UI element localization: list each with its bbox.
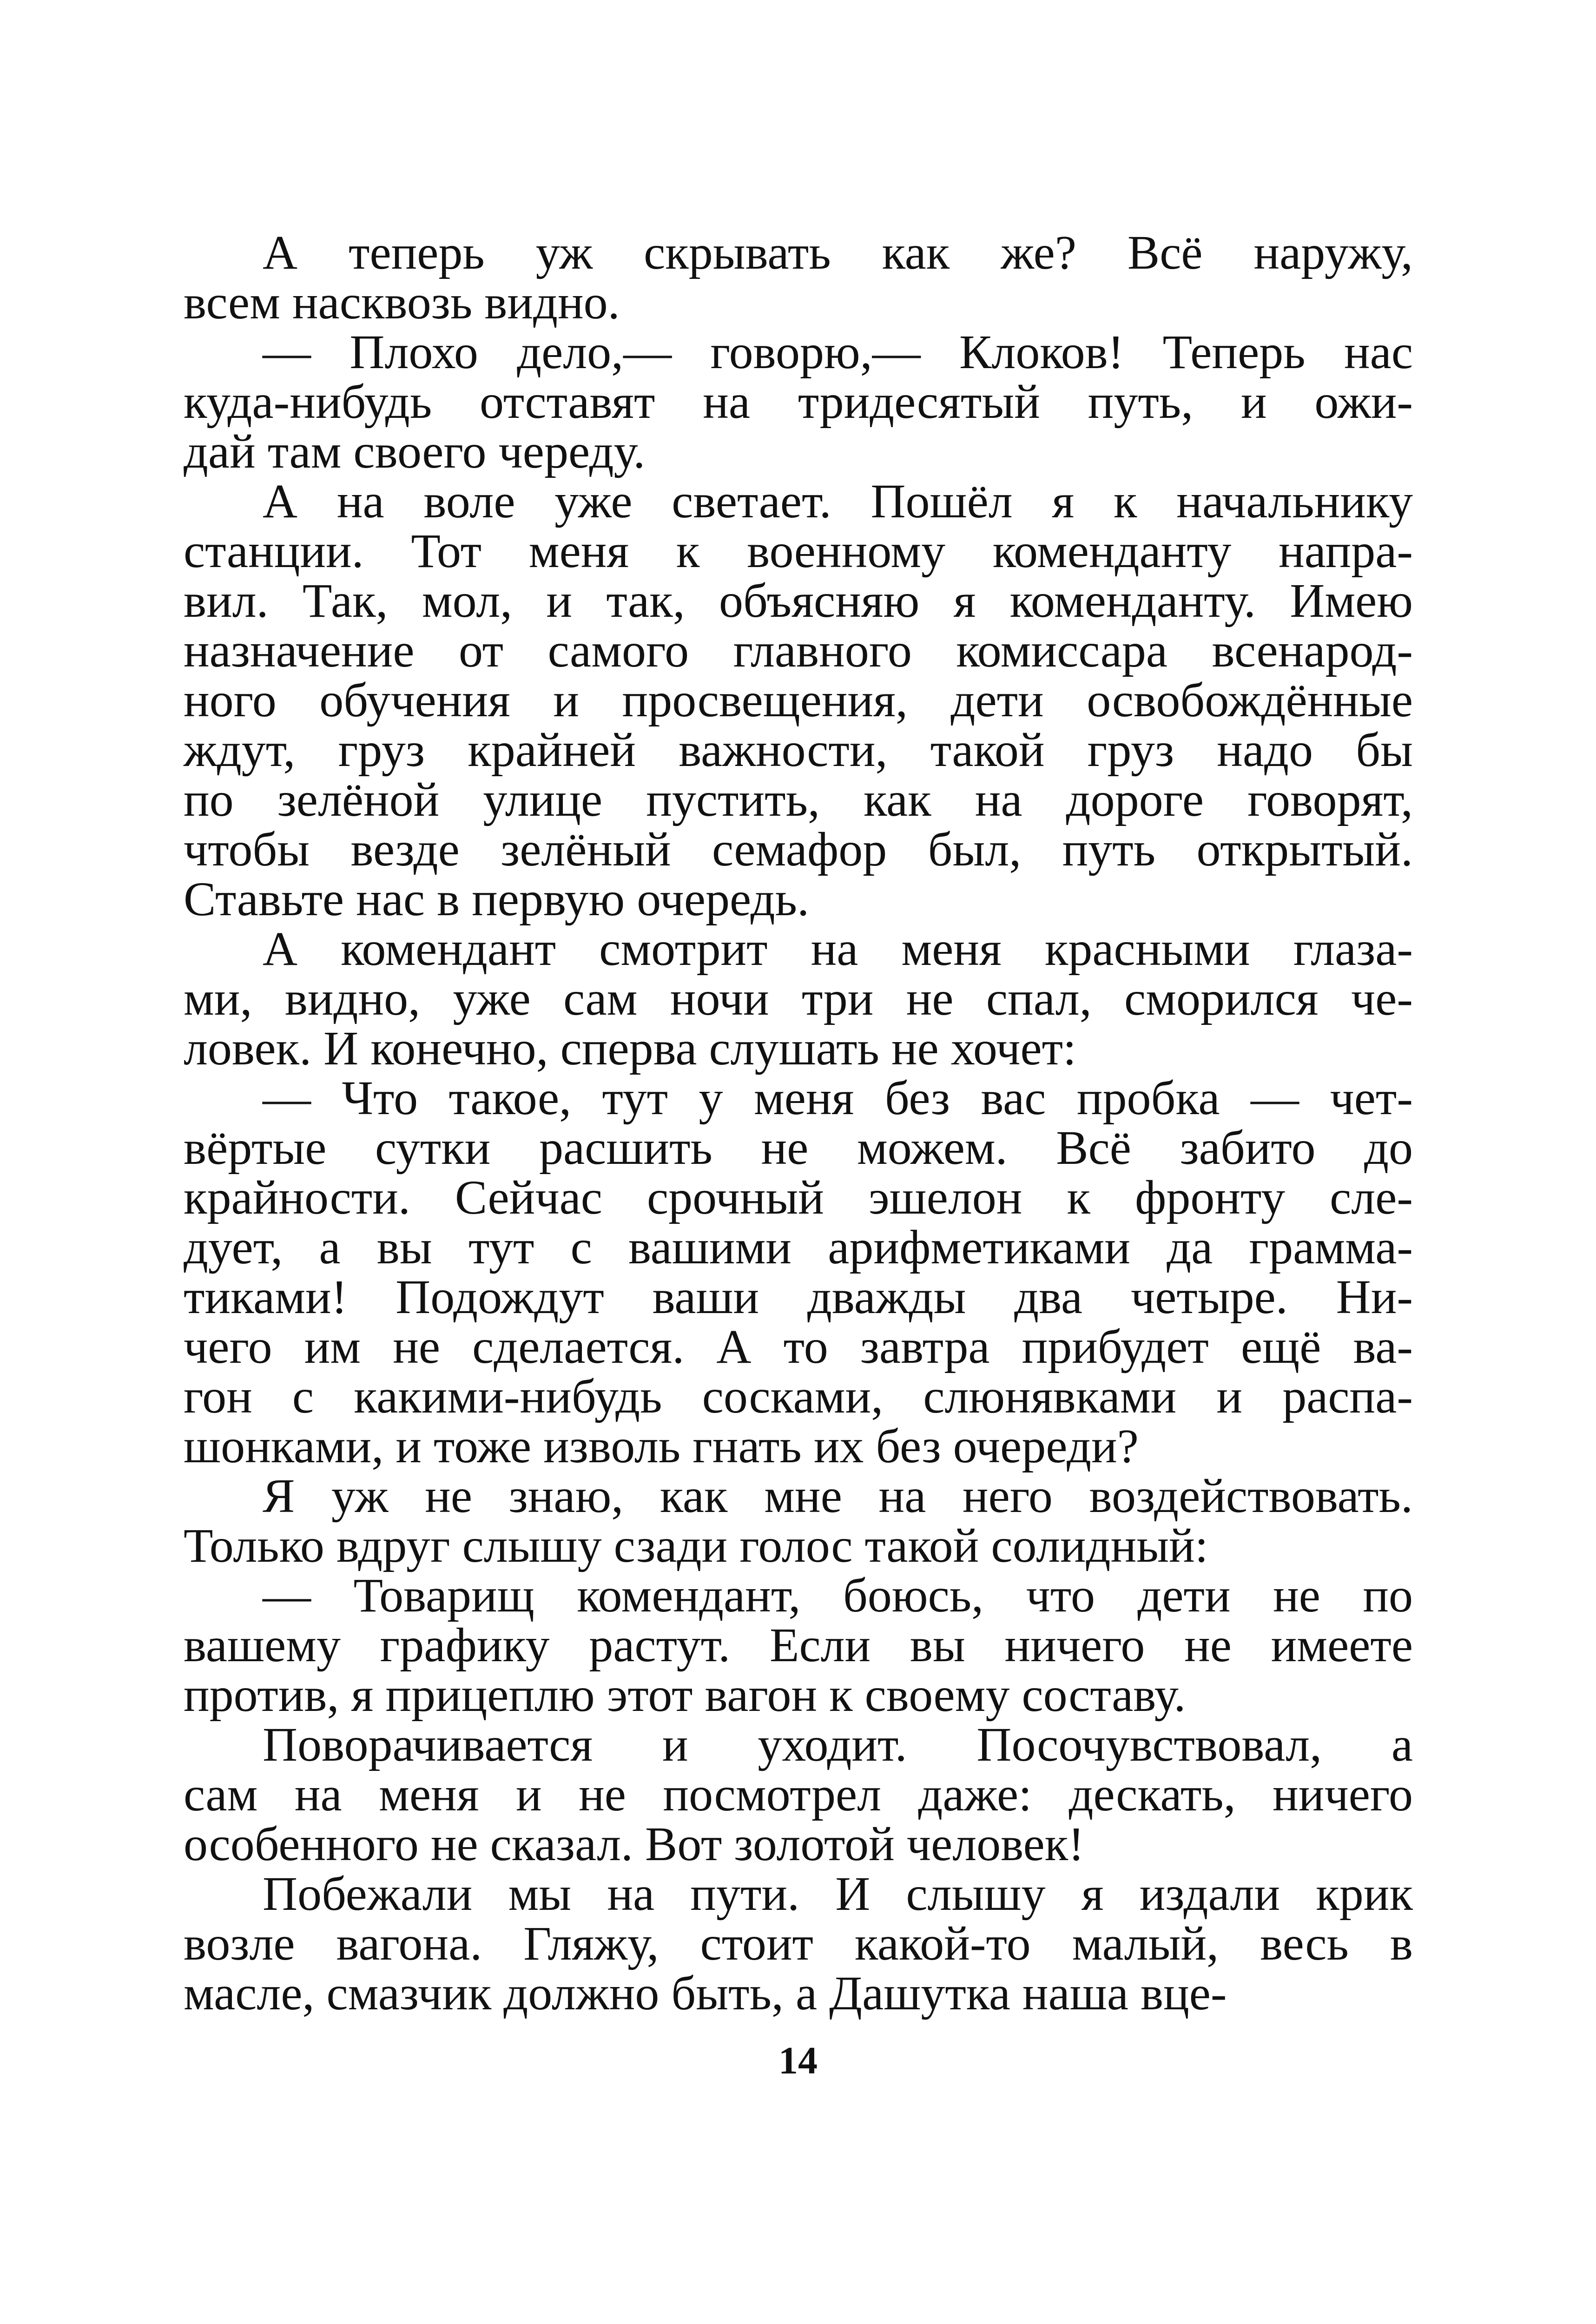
text-line: крайности. Сейчас срочный эшелон к фронту сле- — [184, 1171, 1413, 1224]
text-line: тиками! Подождут ваши дважды два четыре. Ни- — [184, 1270, 1413, 1324]
text-line: ловек. И конечно, сперва слушать не хочет: — [184, 1022, 1076, 1075]
paragraph — [184, 924, 1413, 1073]
body-text — [184, 228, 1413, 2018]
paragraph — [184, 1073, 1413, 1471]
text-line: — Плохо дело,— говорю,— Клоков! Теперь нас — [263, 325, 1413, 379]
text-line: особенного не сказал. Вот золотой человек! — [184, 1817, 1084, 1871]
text-line: ми, видно, уже сам ночи три не спал, сморился че- — [184, 972, 1413, 1025]
text-line: Побежали мы на пути. И слышу я издали крик — [263, 1867, 1413, 1921]
text-line: А теперь уж скрывать как же? Всё наружу, — [263, 226, 1413, 279]
text-line: дует, а вы тут с вашими арифметиками да грамма- — [184, 1221, 1413, 1274]
text-line: ждут, груз крайней важности, такой груз надо бы — [184, 723, 1413, 777]
text-line: — Товарищ комендант, боюсь, что дети не по — [263, 1569, 1413, 1622]
paragraph — [184, 1869, 1413, 2018]
text-line: А на воле уже светает. Пошёл я к начальнику — [263, 475, 1413, 528]
text-line: назначение от самого главного комиссара всенарод- — [184, 624, 1413, 677]
text-line: вёртые сутки расшить не можем. Всё забито до — [184, 1121, 1413, 1175]
text-line: гон с какими-нибудь сосками, слюнявками и распа- — [184, 1370, 1413, 1423]
text-line: Я уж не знаю, как мне на него воздействовать. — [263, 1469, 1413, 1523]
paragraph — [184, 327, 1413, 476]
text-line: А комендант смотрит на меня красными глаза- — [263, 922, 1413, 976]
text-line: — Что такое, тут у меня без вас пробка — чет- — [263, 1071, 1413, 1125]
paragraph — [184, 1471, 1413, 1571]
page-number: 14 — [778, 2039, 818, 2082]
text-line: вашему графику растут. Если вы ничего не имеете — [184, 1618, 1413, 1672]
paragraph — [184, 476, 1413, 924]
text-line: ного обучения и просвещения, дети освобождённые — [184, 673, 1413, 727]
text-line: чего им не сделается. А то завтра прибудет ещё ва- — [184, 1320, 1413, 1373]
text-line: по зелёной улице пустить, как на дороге говорят, — [184, 773, 1413, 826]
text-line: дай там своего череду. — [184, 425, 646, 478]
text-line: Ставьте нас в первую очередь. — [184, 872, 810, 926]
text-line: шонками, и тоже изволь гнать их без очереди? — [184, 1419, 1139, 1473]
text-line: чтобы везде зелёный семафор был, путь открытый. — [184, 823, 1413, 876]
text-line: возле вагона. Гляжу, стоит какой-то малый, весь в — [184, 1917, 1413, 1970]
paragraph — [184, 1571, 1413, 1720]
text-line: вил. Так, мол, и так, объясняю я коменданту. Имею — [184, 574, 1413, 627]
text-line: всем насквозь видно. — [184, 276, 620, 329]
paragraph — [184, 228, 1413, 327]
paragraph — [184, 1720, 1413, 1869]
text-line: против, я прицеплю этот вагон к своему составу. — [184, 1668, 1186, 1722]
text-line: масле, смазчик должно быть, а Дашутка наша вце- — [184, 1967, 1227, 2020]
text-line: Только вдруг слышу сзади голос такой солидный: — [184, 1519, 1208, 1572]
text-line: куда-нибудь отставят на тридесятый путь, и ожи- — [184, 375, 1413, 429]
text-line: Поворачивается и уходит. Посочувствовал, а — [263, 1718, 1413, 1771]
text-line: сам на меня и не посмотрел даже: дескать, ничего — [184, 1768, 1413, 1821]
text-line: станции. Тот меня к военному коменданту напра- — [184, 524, 1413, 578]
